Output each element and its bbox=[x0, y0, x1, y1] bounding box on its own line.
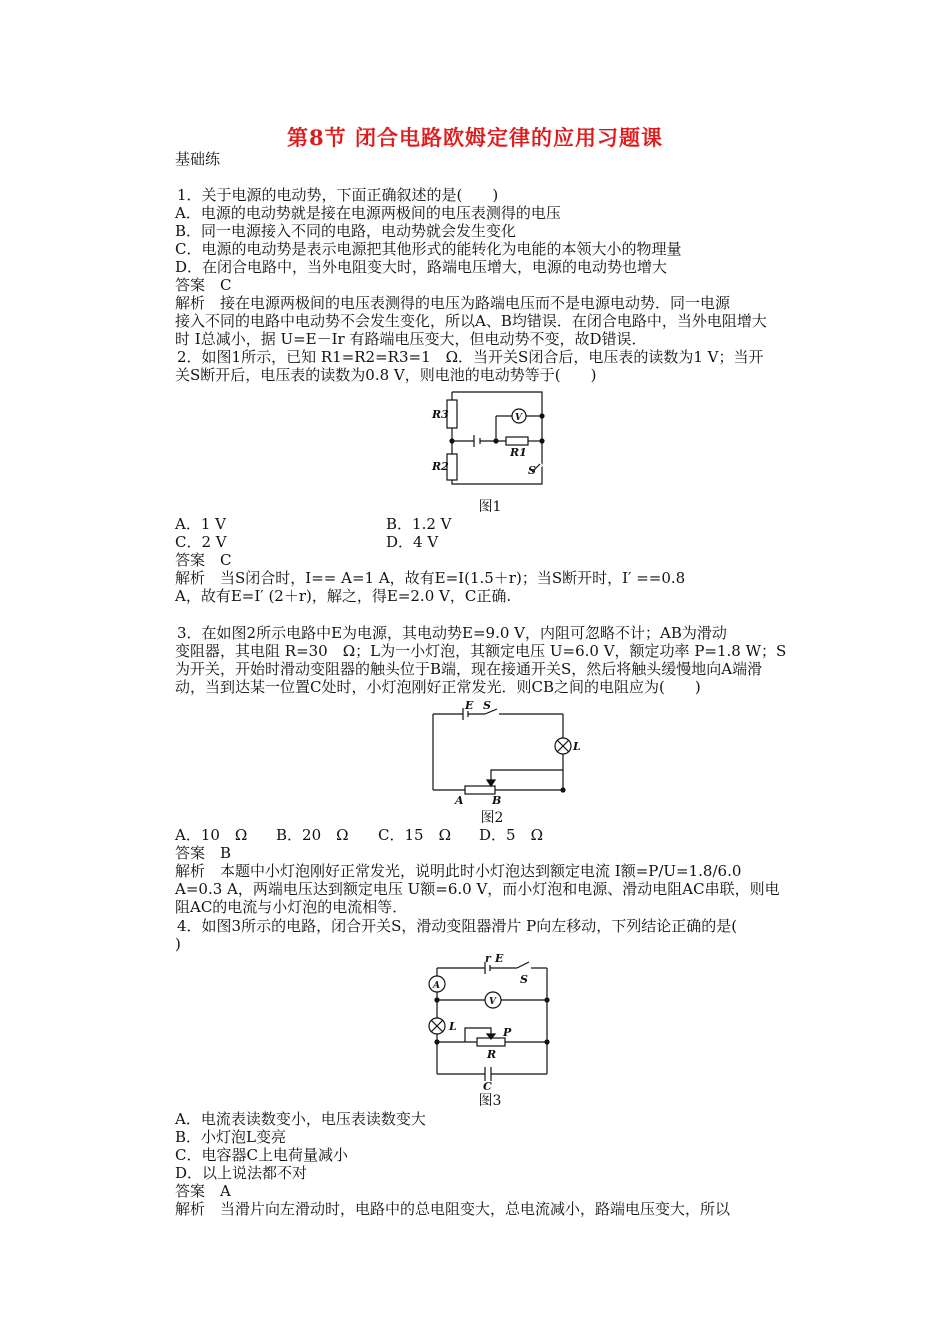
q3-explanation: A=0.3 A，两端电压达到额定电压 U额=6.0 V，而小灯泡和电源、滑动电阻AC串联，则电 bbox=[175, 880, 780, 898]
section-heading: 基础练 bbox=[175, 150, 221, 168]
figure-1-caption: 图1 bbox=[478, 499, 502, 515]
q2-option-b: B．1.2 V bbox=[386, 515, 452, 533]
q1-explanation: 时 I总减小，据 U=E－Ir 有路端电压变大，但电动势不变，故D错误． bbox=[175, 330, 647, 348]
fig3-label-s: S bbox=[520, 973, 528, 986]
fig2-label-e: E bbox=[465, 699, 474, 712]
fig1-label-r1: R1 bbox=[510, 446, 527, 459]
q2-answer: 答案 C bbox=[175, 551, 232, 569]
fig3-label-r: r bbox=[485, 952, 491, 965]
q4-option-a: A．电流表读数变小，电压表读数变大 bbox=[175, 1110, 426, 1128]
fig2-label-b: B bbox=[492, 794, 502, 807]
fig3-label-v: V bbox=[489, 997, 496, 1007]
fig3-label-e: E bbox=[495, 952, 504, 965]
q4-stem: ) bbox=[175, 935, 181, 953]
fig3-label-r-resistor: R bbox=[487, 1048, 497, 1061]
fig3-label-p: P bbox=[503, 1026, 512, 1039]
q3-answer: 答案 B bbox=[175, 844, 232, 862]
q2-option-d: D．4 V bbox=[386, 533, 439, 551]
q2-option-a: A．1 V bbox=[175, 515, 226, 533]
fig3-label-c: C bbox=[483, 1080, 492, 1093]
page-title: 第8节 闭合电路欧姆定律的应用习题课 bbox=[287, 125, 663, 150]
q1-explanation: 接入不同的电路中电动势不会发生变化，所以A、B均错误．在闭合电路中，当外电阻增大 bbox=[175, 312, 767, 330]
fig1-label-s: S bbox=[528, 464, 536, 477]
figure-2-circuit bbox=[425, 699, 581, 807]
q4-answer: 答案 A bbox=[175, 1182, 231, 1200]
figure-2-caption: 图2 bbox=[480, 810, 504, 826]
q3-option-a: A．10 Ω bbox=[175, 826, 248, 844]
fig3-label-l: L bbox=[449, 1020, 457, 1033]
q4-option-c: C．电容器C上电荷量减小 bbox=[175, 1146, 348, 1164]
q3-option-d: D．5 Ω bbox=[479, 826, 544, 844]
figure-3-caption: 图3 bbox=[478, 1093, 502, 1109]
q3-option-b: B．20 Ω bbox=[276, 826, 349, 844]
q1-option-c: C．电源的电动势是表示电源把其他形式的能转化为电能的本领大小的物理量 bbox=[175, 240, 682, 258]
q4-option-b: B．小灯泡L变亮 bbox=[175, 1128, 286, 1146]
q2-stem: 2．如图1所示，已知 R1=R2=R3=1 Ω．当开关S闭合后，电压表的读数为1 V；当开 bbox=[177, 348, 764, 366]
q3-explanation: 阻AC的电流与小灯泡的电流相等． bbox=[175, 898, 408, 916]
q1-option-b: B．同一电源接入不同的电路，电动势就会发生变化 bbox=[175, 222, 517, 240]
fig1-label-v: V bbox=[515, 413, 522, 423]
q2-explanation: A，故有E=I′ (2＋r)，解之，得E=2.0 V，C正确. bbox=[175, 587, 512, 605]
q3-explanation: 解析 本题中小灯泡刚好正常发光，说明此时小灯泡达到额定电流 I额=P/U=1.8/6.0 bbox=[175, 862, 742, 880]
fig2-label-s: S bbox=[483, 699, 491, 712]
q2-stem: 关S断开后，电压表的读数为0.8 V，则电池的电动势等于( ) bbox=[175, 366, 597, 384]
q3-stem: 为开关，开始时滑动变阻器的触头位于B端，现在接通开关S，然后将触头缓慢地向A端滑 bbox=[175, 660, 763, 678]
fig2-label-a: A bbox=[455, 794, 464, 807]
q4-stem: 4．如图3所示的电路，闭合开关S，滑动变阻器滑片 P向左移动，下列结论正确的是( bbox=[177, 917, 738, 935]
q1-stem: 1．关于电源的电动势，下面正确叙述的是( ) bbox=[177, 186, 499, 204]
fig1-label-r3: R3 bbox=[432, 408, 449, 421]
fig2-label-l: L bbox=[573, 740, 581, 753]
q3-option-c: C．15 Ω bbox=[378, 826, 452, 844]
figure-3-circuit bbox=[425, 952, 560, 1093]
q1-explanation: 解析 接在电源两极间的电压表测得的电压为路端电压而不是电源电动势．同一电源 bbox=[175, 294, 731, 312]
q3-stem: 动，当到达某一位置C处时，小灯泡刚好正常发光．则CB之间的电阻应为( ) bbox=[175, 678, 701, 696]
q1-answer: 答案 C bbox=[175, 276, 232, 294]
q1-option-a: A．电源的电动势就是接在电源两极间的电压表测得的电压 bbox=[175, 204, 561, 222]
figure-1-circuit bbox=[430, 388, 550, 496]
q2-explanation: 解析 当S闭合时，I== A=1 A，故有E=I(1.5＋r)；当S断开时，I′ ==0.8 bbox=[175, 569, 686, 587]
q1-option-d: D．在闭合电路中，当外电阻变大时，路端电压增大，电源的电动势也增大 bbox=[175, 258, 668, 276]
q3-stem: 3．在如图2所示电路中E为电源，其电动势E=9.0 V，内阻可忽略不计；AB为滑动 bbox=[177, 624, 727, 642]
fig3-label-a: A bbox=[433, 981, 440, 991]
fig1-label-r2: R2 bbox=[432, 460, 449, 473]
q3-stem: 变阻器，其电阻 R=30 Ω；L为一小灯泡，其额定电压 U=6.0 V，额定功率 P=1.8 W；S bbox=[175, 642, 787, 660]
q4-explanation: 解析 当滑片向左滑动时，电路中的总电阻变大，总电流减小，路端电压变大，所以 bbox=[175, 1200, 731, 1218]
q4-option-d: D．以上说法都不对 bbox=[175, 1164, 308, 1182]
q2-option-c: C．2 V bbox=[175, 533, 227, 551]
